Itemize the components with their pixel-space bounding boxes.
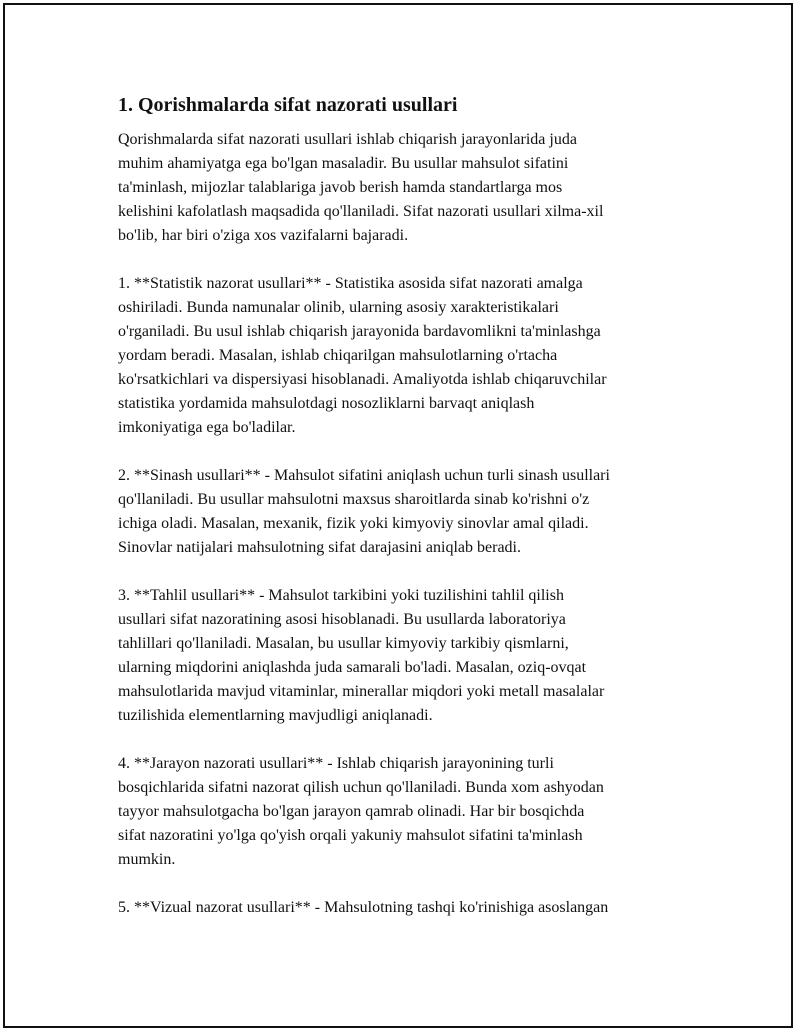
text-line: usullari sifat nazoratining asosi hisoblanadi. Bu usullarda laboratoriya	[118, 611, 566, 628]
paragraph-process-control	[118, 752, 698, 872]
section-heading: 1. Qorishmalarda sifat nazorati usullari	[118, 94, 458, 116]
paragraph-intro	[118, 128, 698, 248]
text-line: muhim ahamiyatga ega bo'lgan masaladir. Bu usullar mahsulot sifatini	[118, 155, 569, 172]
text-line: bosqichlarida sifatni nazorat qilish uchun qo'llaniladi. Bunda xom ashyodan	[118, 779, 604, 796]
text-line: Sinovlar natijalari mahsulotning sifat darajasini aniqlab beradi.	[118, 539, 521, 556]
text-line: Qorishmalarda sifat nazorati usullari ishlab chiqarish jarayonlarida juda	[118, 131, 577, 148]
text-line: qo'llaniladi. Bu usullar mahsulotni maxsus sharoitlarda sinab ko'rishni o'z	[118, 491, 590, 508]
text-line: 4. **Jarayon nazorati usullari** - Ishlab chiqarish jarayonining turli	[118, 755, 554, 772]
text-line: ichiga oladi. Masalan, mexanik, fizik yoki kimyoviy sinovlar amal qiladi.	[118, 515, 589, 532]
text-line: ularning miqdorini aniqlashda juda samarali bo'ladi. Masalan, oziq-ovqat	[118, 659, 587, 676]
text-line: o'rganiladi. Bu usul ishlab chiqarish jarayonida bardavomlikni ta'minlashga	[118, 323, 601, 340]
text-line: tahlillari qo'llaniladi. Masalan, bu usullar kimyoviy tarkibiy qismlarni,	[118, 635, 569, 652]
document-body	[118, 92, 698, 944]
text-line: sifat nazoratini yo'lga qo'yish orqali yakuniy mahsulot sifatini ta'minlash	[118, 827, 583, 844]
paragraph-testing-methods	[118, 464, 698, 560]
text-line: imkoniyatiga ega bo'ladilar.	[118, 419, 296, 436]
text-line: 2. **Sinash usullari** - Mahsulot sifatini aniqlash uchun turli sinash usullari	[118, 467, 610, 484]
text-line: ko'rsatkichlari va dispersiyasi hisoblanadi. Amaliyotda ishlab chiqaruvchilar	[118, 371, 607, 388]
text-line: ta'minlash, mijozlar talablariga javob berish hamda standartlarga mos	[118, 179, 563, 196]
text-line: oshiriladi. Bunda namunalar olinib, ularning asosiy xarakteristikalari	[118, 299, 559, 316]
text-line: 1. **Statistik nazorat usullari** - Statistika asosida sifat nazorati amalga	[118, 275, 583, 292]
text-line: 3. **Tahlil usullari** - Mahsulot tarkibini yoki tuzilishini tahlil qilish	[118, 587, 564, 604]
text-line: mumkin.	[118, 851, 176, 868]
paragraph-visual-control	[118, 896, 698, 920]
text-line: bo'lib, har biri o'ziga xos vazifalarni bajaradi.	[118, 227, 409, 244]
text-line: tayyor mahsulotgacha bo'lgan jarayon qamrab olinadi. Har bir bosqichda	[118, 803, 585, 820]
text-line: statistika yordamida mahsulotdagi nosozliklarni barvaqt aniqlash	[118, 395, 535, 412]
text-line: mahsulotlarida mavjud vitaminlar, minerallar miqdori yoki metall masalalar	[118, 683, 605, 700]
paragraph-statistical-control	[118, 272, 698, 440]
text-line: 5. **Vizual nazorat usullari** - Mahsulotning tashqi ko'rinishiga asoslangan	[118, 899, 609, 916]
text-line: yordam beradi. Masalan, ishlab chiqarilgan mahsulotlarning o'rtacha	[118, 347, 558, 364]
text-line: tuzilishida elementlarning mavjudligi aniqlanadi.	[118, 707, 433, 724]
text-line: kelishini kafolatlash maqsadida qo'llaniladi. Sifat nazorati usullari xilma-xil	[118, 203, 604, 220]
paragraph-analysis-methods	[118, 584, 698, 728]
